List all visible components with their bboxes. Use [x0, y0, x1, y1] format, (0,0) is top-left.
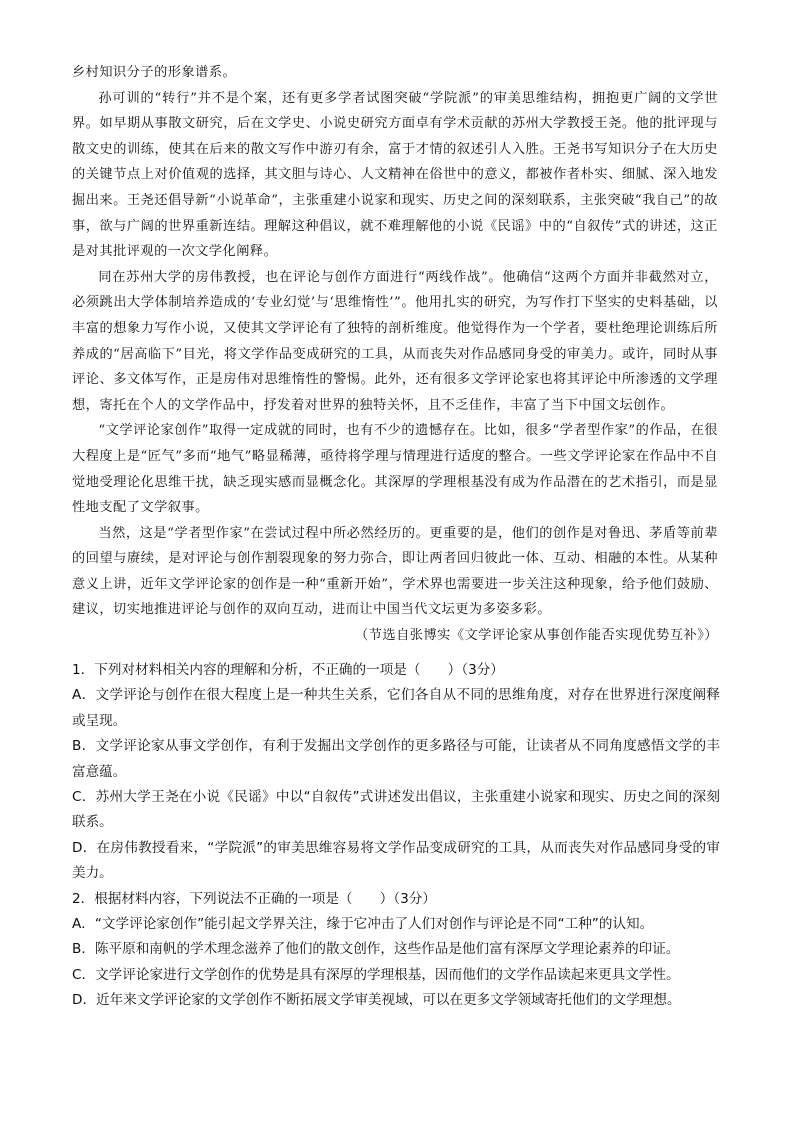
option-b: B．文学评论家从事文学创作，有利于发掘出文学创作的更多路径与可能，让读者从不同角度感悟文学的丰富意蕴。 [72, 738, 720, 780]
passage-paragraph: 乡村知识分子的形象谱系。 [72, 65, 237, 80]
passage-source: （节选自张博实《文学评论家从事创作能否实现优势互补》） [355, 628, 718, 644]
option-a: A．“文学评论家创作”能引起文学界关注，缘于它冲击了人们对创作与评论是不同“工种”的认知。 [72, 916, 654, 933]
passage-paragraph: 当然，这是“学者型作家”在尝试过程中所必然经历的。更重要的是，他们的创作是对鲁迅、茅盾等前辈的回望与赓续，是对评论与创作割裂现象的努力弥合，即让两者回归彼此一体、互动、相融的本性。从某种意义上讲，近年文学评论家的创作是一种“重新开始”，学术界也需要进一步关注这种现象，给予他们鼓励、建议，切实地推进评论与创作的双向互动，进而让中国当代文坛更为多姿多彩。 [72, 525, 718, 618]
question-list [72, 658, 720, 1014]
reading-passage [72, 60, 718, 649]
question-stem: 1．下列对材料相关内容的理解和分析，不正确的一项是（ ）（3分） [72, 662, 504, 678]
option-a: A．文学评论与创作在很大程度上是一种共生关系，它们各自从不同的思维角度，对存在世界进行深度阐释或呈现。 [72, 687, 720, 729]
option-d: D．近年来文学评论家的文学创作不断拓展文学审美视域，可以在更多文学领域寄托他们的文学理想。 [72, 992, 681, 1009]
option-c: C．文学评论家进行文学创作的优势是具有深厚的学理根基，因而他们的文学作品读起来更具文学性。 [72, 966, 680, 983]
passage-paragraph: “文学评论家创作”取得一定成就的同时，也有不少的遗憾存在。比如，很多“学者型作家”的作品，在很大程度上是“匠气”多而“地气”略显稀薄，亟待将学理与情理进行适度的整合。一些文学评论家在作品中不自觉地受理论化思维干扰，缺乏现实感而显概念化。其深厚的学理根基没有成为作品潜在的艺术指引，而是显性地支配了文学叙事。 [72, 423, 718, 516]
option-c: C．苏州大学王尧在小说《民谣》中以“自叙传”式讲述发出倡议，主张重建小说家和现实、历史之间的深刻联系。 [72, 789, 720, 831]
question-1 [72, 658, 720, 887]
question-2 [72, 887, 720, 1014]
option-b: B．陈平原和南帆的学术理念滋养了他们的散文创作，这些作品是他们富有深厚文学理论素养的印证。 [72, 941, 680, 958]
option-d: D．在房伟教授看来，“学院派”的审美思维容易将文学作品变成研究的工具，从而丧失对作品感同身受的审美力。 [72, 839, 720, 882]
question-stem: 2．根据材料内容，下列说法不正确的一项是（ ）（3分） [72, 890, 436, 907]
passage-paragraph: 孙可训的“转行”并不是个案，还有更多学者试图突破“学院派”的审美思维结构，拥抱更广阔的文学世界。如早期从事散文研究，后在文学史、小说史研究方面卓有学术贡献的苏州大学教授王尧。他的批评现与散文史的训练，使其在后来的散文写作中游刃有余，富于才情的叙述引人入胜。王尧书写知识分子在大历史的关键节点上对价值观的选择，其文胆与诗心、人文精神在俗世中的意义，都被作者朴实、细腻、深入地发掘出来。王尧还倡导新“小说革命”，主张重建小说家和现实、历史之间的深刻联系，主张突破“我自己”的故事，欲与广阔的世界重新连结。理解这种倡议，就不难理解他的小说《民谣》中的“自叙传”式的讲述，这正是对其批评观的一次文学化阐释。 [72, 90, 718, 260]
passage-paragraph: 同在苏州大学的房伟教授，也在评论与创作方面进行“两线作战”。他确信“这两个方面并非截然对立，必须跳出大学体制培养造成的‘专业幻觉’与‘思维惰性’”。他用扎实的研究，为写作打下坚实的史料基础，以丰富的想象力写作小说，又使其文学评论有了独特的剖析维度。他觉得作为一个学者，要杜绝理论训练后所养成的“居高临下”目光，将文学作品变成研究的工具，从而丧失对作品感同身受的审美力。或许，同时从事评论、多文体写作，正是房伟对思维惰性的警惕。此外，还有很多文学评论家也将其评论中所渗透的文学理想，寄托在个人的文学作品中，抒发着对世界的独特关怀，且不乏佳作，丰富了当下中国文坛创作。 [72, 269, 718, 413]
